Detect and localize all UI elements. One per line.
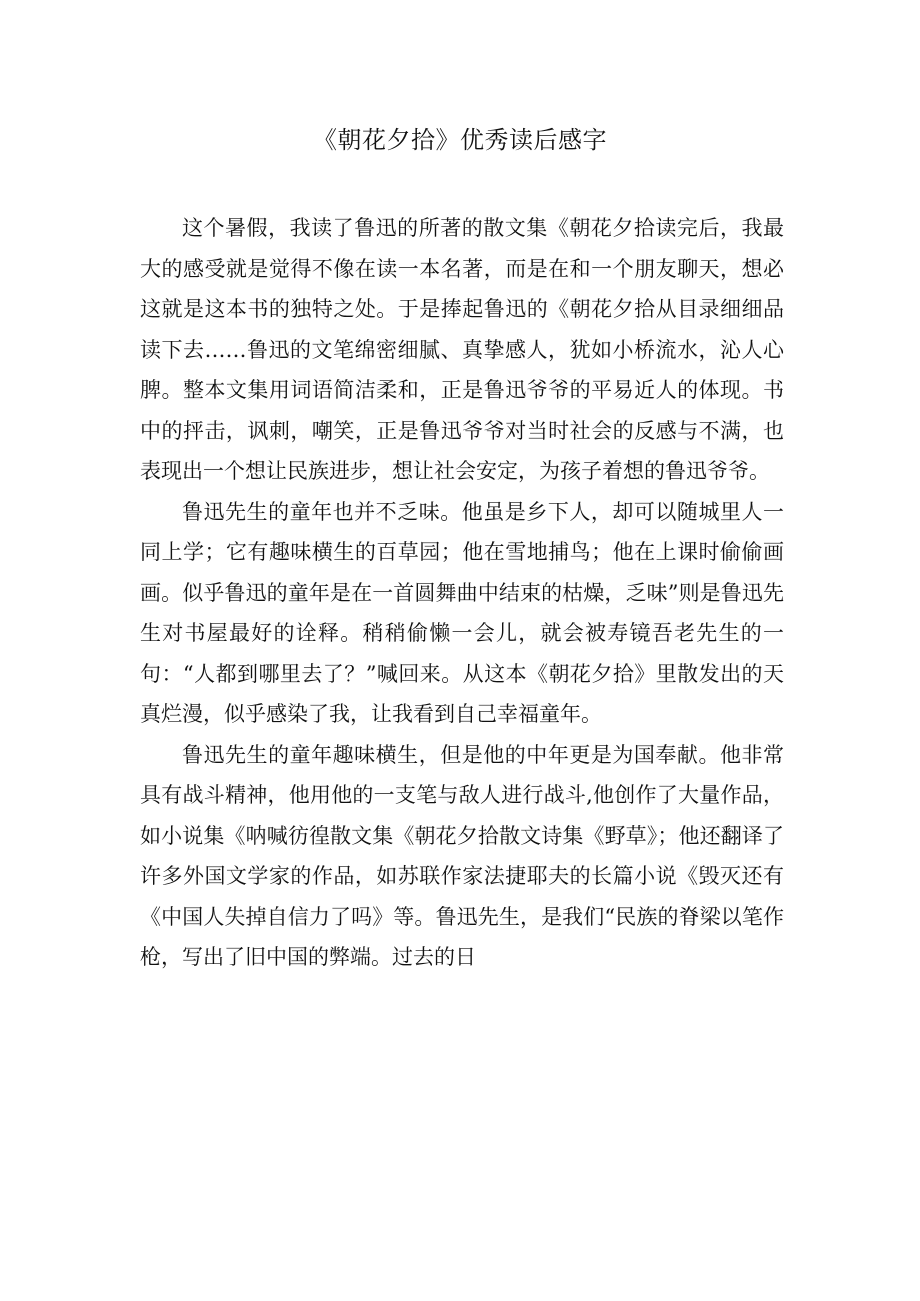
- paragraph-2: 鲁迅先生的童年也并不乏味。他虽是乡下人，却可以随城里人一同上学；它有趣味横生的百草园；他在雪地捕鸟；他在上课时偷偷画画。似乎鲁迅的童年是在一首圆舞曲中结束的枯燥，乏味”则是鲁迅先生对书屋最好的诠释。稍稍偷懒一会儿，就会被寿镜吾老先生的一句：“人都到哪里去了？”喊回来。从这本《朝花夕拾》里散发出的天真烂漫，似乎感染了我，让我看到自己幸福童年。: [140, 499, 784, 726]
- paragraph-3: 鲁迅先生的童年趣味横生，但是他的中年更是为国奉献。他非常具有战斗精神，他用他的一支笔与敌人进行战斗,他创作了大量作品，如小说集《呐喊彷徨散文集《朝花夕拾散文诗集《野草》；他还翻译了许多外国文学家的作品，如苏联作家法捷耶夫的长篇小说《毁灭还有《中国人失掉自信力了吗》等。鲁迅先生，是我们“民族的脊梁以笔作枪，写出了旧中国的弊端。过去的日: [140, 742, 784, 969]
- page-title: 《朝花夕拾》优秀读后感字: [313, 126, 607, 154]
- paragraph-1: 这个暑假，我读了鲁迅的所著的散文集《朝花夕拾读完后，我最大的感受就是觉得不像在读一本名著，而是在和一个朋友聊天，想必这就是这本书的独特之处。于是捧起鲁迅的《朝花夕拾从目录细细品读下去……鲁迅的文笔绵密细腻、真挚感人，犹如小桥流水，沁人心脾。整本文集用词语简洁柔和，正是鲁迅爷爷的平易近人的体现。书中的抨击，讽刺，嘲笑，正是鲁迅爷爷对当时社会的反感与不满，也表现出一个想让民族进步，想让社会安定，为孩子着想的鲁迅爷爷。: [140, 216, 784, 483]
- article-body: [140, 208, 784, 978]
